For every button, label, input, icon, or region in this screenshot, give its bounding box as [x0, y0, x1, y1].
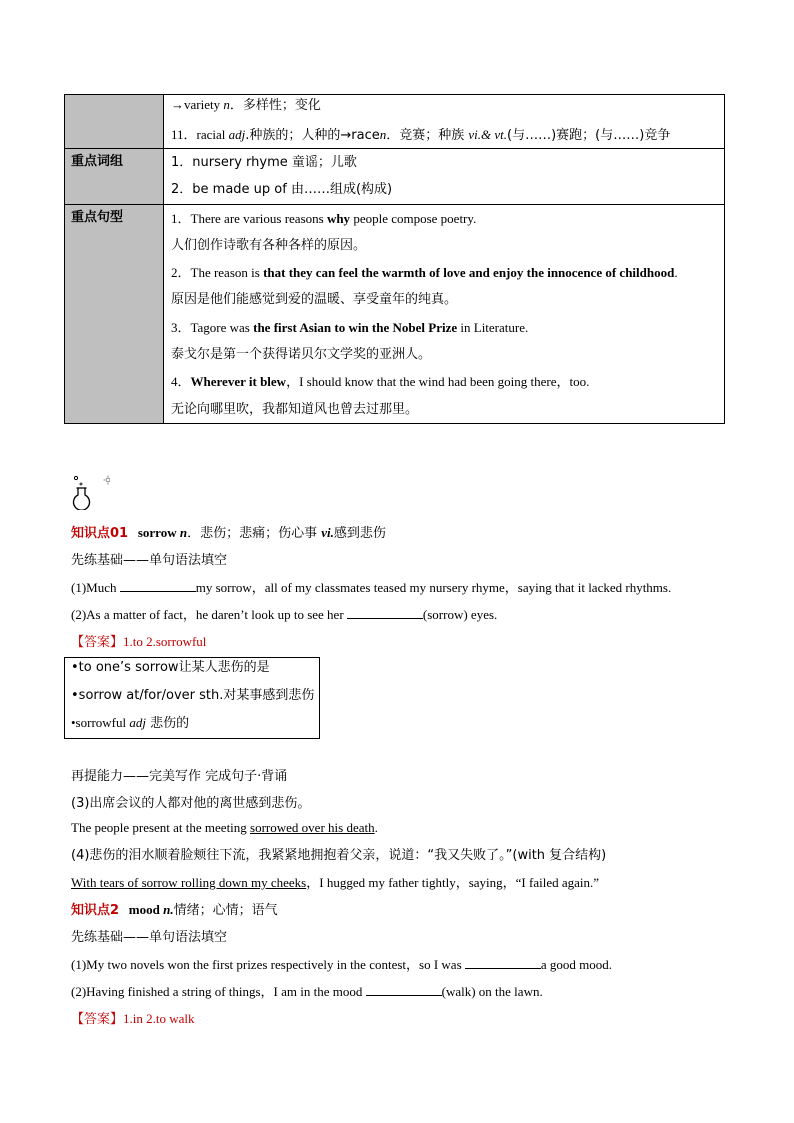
- kp1-question-2: (2)As a matter of fact，he daren’t look up to see her (sorrow) eyes.: [71, 607, 498, 622]
- table-line: 人们创作诗歌有各种各样的原因。: [171, 237, 367, 253]
- table-line: 3．Tagore was the first Asian to win the Nobel Prize in Literature.: [171, 319, 529, 335]
- row-header-empty: [65, 95, 164, 149]
- fill-blank: [347, 607, 423, 619]
- table-line: 1．nursery rhyme 童谣；儿歌: [171, 155, 357, 170]
- row-body: [164, 204, 725, 423]
- kp1-section2-title: 再提能力——完美写作 完成句子·背诵: [71, 769, 288, 784]
- table-row: [65, 149, 725, 205]
- kp1-section1-title: 先练基础——单句语法填空: [71, 553, 228, 568]
- row-body: [164, 95, 725, 149]
- kp2-question-1: (1)My two novels won the first prizes respectively in the contest，so I was a good mood.: [71, 957, 613, 972]
- flask-icon: [70, 474, 110, 510]
- note-line: •to one’s sorrow让某人悲伤的是: [71, 660, 270, 675]
- fill-blank: [366, 984, 442, 996]
- kp1-answer-3: The people present at the meeting sorrowed over his death.: [71, 820, 378, 835]
- note-line: •sorrow at/for/over sth.对某事感到悲伤: [71, 688, 315, 703]
- kp1-question-3: (3)出席会议的人都对他的离世感到悲伤。: [71, 796, 311, 811]
- kp1-question-1: (1)Much my sorrow，all of my classmates teased my nursery rhyme，saying that it lacked rhythms.: [71, 580, 672, 595]
- table-row: [65, 204, 725, 423]
- kp2-answer: 【答案】1.in 2.to walk: [71, 1011, 195, 1027]
- kp2-section1-title: 先练基础——单句语法填空: [71, 930, 228, 945]
- table-line: 11．racial adj.种族的；人种的→racen．竞赛；种族 vi.& vt.(与……)赛跑；(与……)竞争: [171, 127, 671, 143]
- table-line: 原因是他们能感觉到爱的温暖、享受童年的纯真。: [171, 292, 458, 308]
- row-header-sentences: 重点句型: [65, 204, 164, 423]
- kp1-question-4: (4)悲伤的泪水顺着脸颊往下流，我紧紧地拥抱着父亲，说道：“我又失败了。”(with 复合结构): [71, 848, 607, 863]
- kp2-heading: 知识点2 mood n.情绪；心情；语气: [71, 902, 278, 918]
- kp2-question-2: (2)Having finished a string of things，I am in the mood (walk) on the lawn.: [71, 984, 543, 999]
- kp1-note-box: [64, 657, 320, 739]
- fill-blank: [120, 580, 196, 592]
- table-line: 1．There are various reasons why people compose poetry.: [171, 210, 477, 226]
- row-body: [164, 149, 725, 205]
- table-line: 4．Wherever it blew，I should know that the wind had been going there，too.: [171, 374, 590, 390]
- note-line: •sorrowful adj 悲伤的: [71, 715, 190, 731]
- vocabulary-table: [64, 94, 725, 424]
- table-line: 2．The reason is that they can feel the warmth of love and enjoy the innocence of childhood.: [171, 265, 678, 281]
- table-row: [65, 95, 725, 149]
- table-line: 2．be made up of 由……组成(构成): [171, 182, 393, 198]
- table-line: 无论向哪里吹，我都知道风也曾去过那里。: [171, 401, 419, 417]
- row-header-phrases: 重点词组: [65, 149, 164, 205]
- kp1-heading: 知识点01 sorrow n．悲伤；悲痛；伤心事 vi.感到悲伤: [71, 525, 386, 541]
- kp1-answer-4: With tears of sorrow rolling down my cheeks，I hugged my father tightly，saying，“I failed again.”: [71, 875, 600, 890]
- table-line: →variety n．多样性；变化: [171, 97, 321, 113]
- kp1-answer: 【答案】1.to 2.sorrowful: [71, 634, 207, 650]
- table-line: 泰戈尔是第一个获得诺贝尔文学奖的亚洲人。: [171, 347, 432, 363]
- fill-blank: [465, 957, 541, 969]
